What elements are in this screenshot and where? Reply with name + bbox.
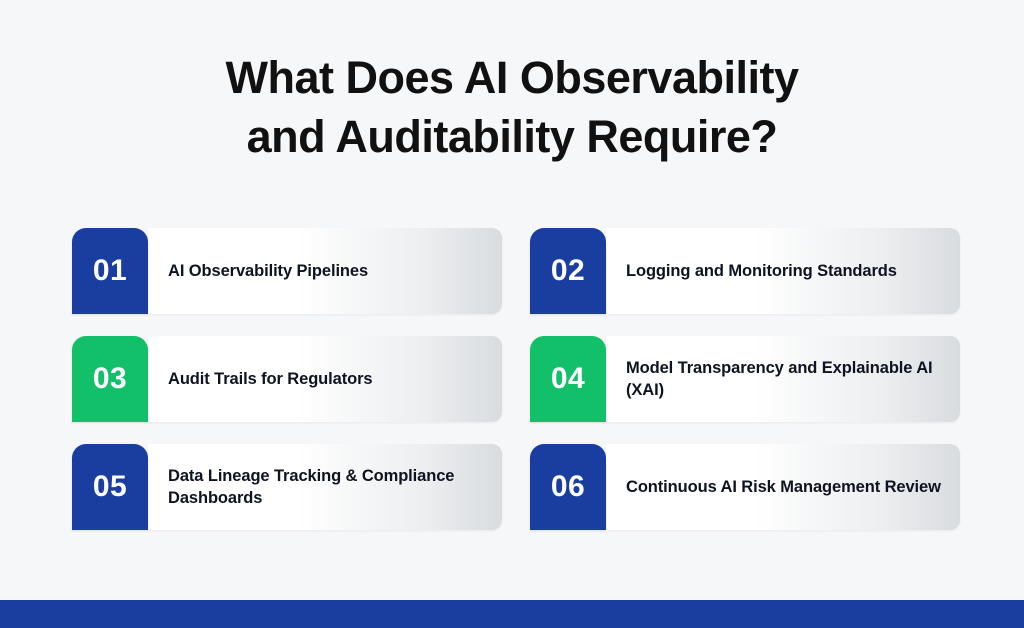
item-label-panel	[606, 228, 960, 314]
item-number-badge: 06	[530, 444, 606, 530]
item-label: Audit Trails for Regulators	[168, 369, 373, 388]
item-label: Logging and Monitoring Standards	[626, 261, 897, 280]
item-label: AI Observability Pipelines	[168, 261, 369, 280]
item-number-badge: 03	[72, 336, 148, 422]
item-label-panel	[148, 444, 502, 530]
item-label-panel	[148, 336, 502, 422]
item-number-badge: 02	[530, 228, 606, 314]
list-item	[72, 228, 502, 314]
item-label-panel	[148, 228, 502, 314]
item-label: Model Transparency and Explainable AI (XAI)	[626, 358, 933, 399]
item-label: Continuous AI Risk Management Review	[626, 477, 941, 496]
item-number-badge: 01	[72, 228, 148, 314]
page-title	[0, 48, 1024, 167]
items-grid	[72, 228, 960, 530]
item-number-badge: 04	[530, 336, 606, 422]
item-label: Data Lineage Tracking & Compliance Dashboards	[168, 466, 455, 507]
list-item	[530, 444, 960, 530]
title-line-1: What Does AI Observability	[225, 52, 799, 103]
footer-bar	[0, 600, 1024, 628]
list-item	[530, 228, 960, 314]
list-item	[72, 444, 502, 530]
item-number-badge: 05	[72, 444, 148, 530]
list-item	[72, 336, 502, 422]
list-item	[530, 336, 960, 422]
item-label-panel	[606, 444, 960, 530]
title-line-2: and Auditability Require?	[246, 111, 778, 163]
item-label-panel	[606, 336, 960, 422]
